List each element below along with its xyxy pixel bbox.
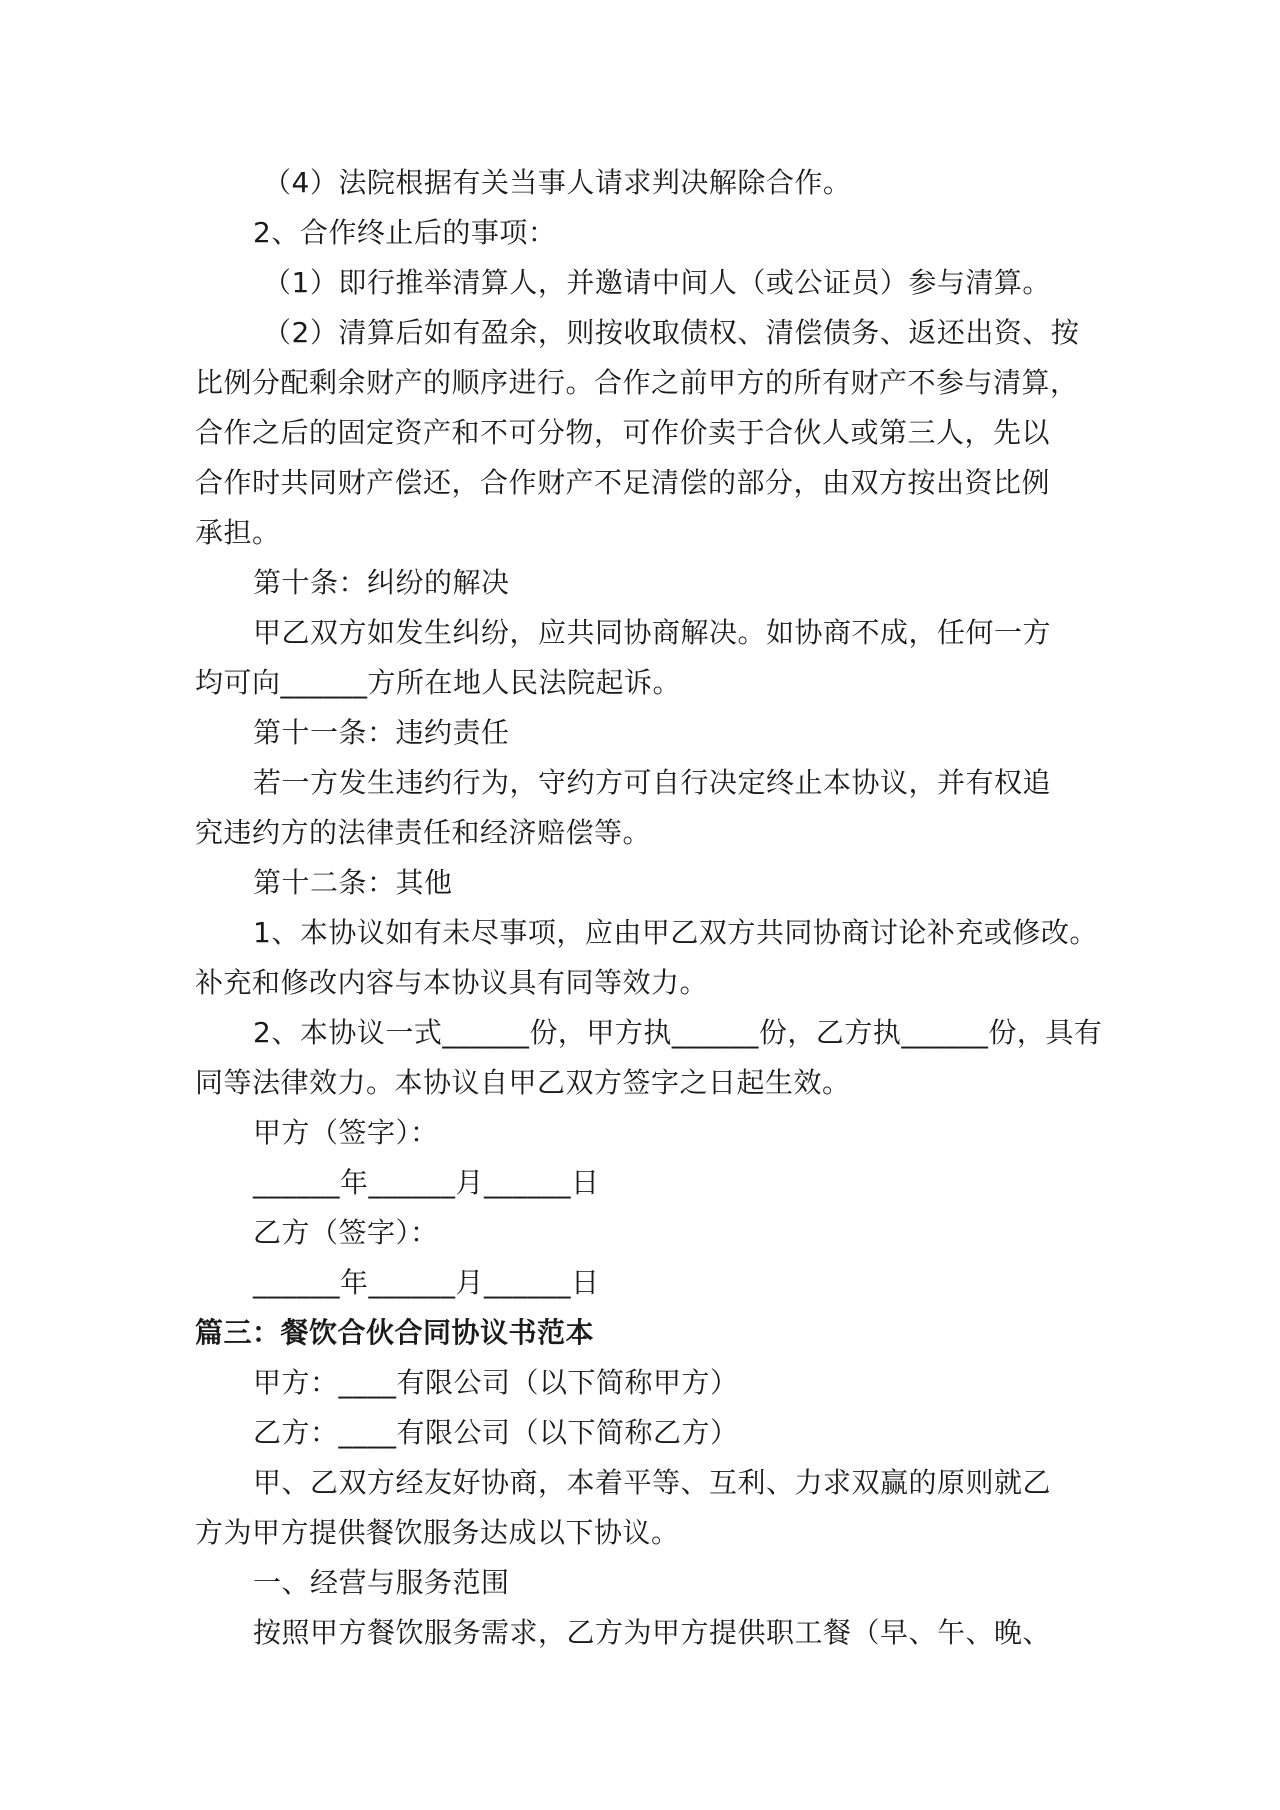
- clause-text: 补充和修改内容与本协议具有同等效力。: [195, 966, 709, 999]
- date-line: ______年______月______日: [253, 1166, 600, 1199]
- article-title: 第十条：纠纷的解决: [253, 566, 510, 599]
- date-line: ______年______月______日: [253, 1266, 600, 1299]
- clause-text: 比例分配剩余财产的顺序进行。合作之前甲方的所有财产不参与清算，: [195, 366, 1079, 399]
- clause-text: 2、合作终止后的事项：: [253, 216, 557, 249]
- signature-label: 乙方（签字）：: [253, 1216, 439, 1249]
- clause-text: 究违约方的法律责任和经济赔偿等。: [195, 816, 652, 849]
- clause-text: （4）法院根据有关当事人请求判决解除合作。: [263, 166, 852, 199]
- clause-text: 按照甲方餐饮服务需求，乙方为甲方提供职工餐（早、午、晚、: [253, 1616, 1052, 1649]
- clause-text: 2、本协议一式______份，甲方执______份，乙方执______份，具有: [253, 1016, 1103, 1049]
- clause-text: 合作时共同财产偿还，合作财产不足清偿的部分，由双方按出资比例: [195, 466, 1051, 499]
- party-line: 甲方：____有限公司（以下简称甲方）: [253, 1366, 739, 1399]
- article-title: 一、经营与服务范围: [253, 1566, 510, 1599]
- article-title: 第十二条：其他: [253, 866, 453, 899]
- clause-text: （1）即行推举清算人，并邀请中间人（或公证员）参与清算。: [263, 266, 1051, 299]
- clause-text: 若一方发生违约行为，守约方可自行决定终止本协议，并有权追: [253, 766, 1052, 799]
- party-line: 乙方：____有限公司（以下简称乙方）: [253, 1416, 739, 1449]
- section-heading: 篇三：餐饮合伙合同协议书范本: [195, 1316, 595, 1349]
- clause-text: 均可向______方所在地人民法院起诉。: [195, 666, 682, 699]
- article-title: 第十一条：违约责任: [253, 716, 510, 749]
- clause-text: 合作之后的固定资产和不可分物，可作价卖于合伙人或第三人，先以: [195, 416, 1051, 449]
- signature-label: 甲方（签字）：: [253, 1116, 439, 1149]
- clause-text: 方为甲方提供餐饮服务达成以下协议。: [195, 1516, 680, 1549]
- clause-text: 承担。: [195, 516, 281, 549]
- clause-text: 同等法律效力。本协议自甲乙双方签字之日起生效。: [195, 1066, 851, 1099]
- clause-text: 甲乙双方如发生纠纷，应共同协商解决。如协商不成，任何一方: [253, 616, 1052, 649]
- document-body: [195, 158, 1103, 1658]
- clause-text: 甲、乙双方经友好协商，本着平等、互利、力求双赢的原则就乙: [253, 1466, 1052, 1499]
- clause-text: （2）清算后如有盈余，则按收取债权、清偿债务、返还出资、按: [263, 316, 1080, 349]
- clause-text: 1、本协议如有未尽事项，应由甲乙双方共同协商讨论补充或修改。: [253, 916, 1098, 949]
